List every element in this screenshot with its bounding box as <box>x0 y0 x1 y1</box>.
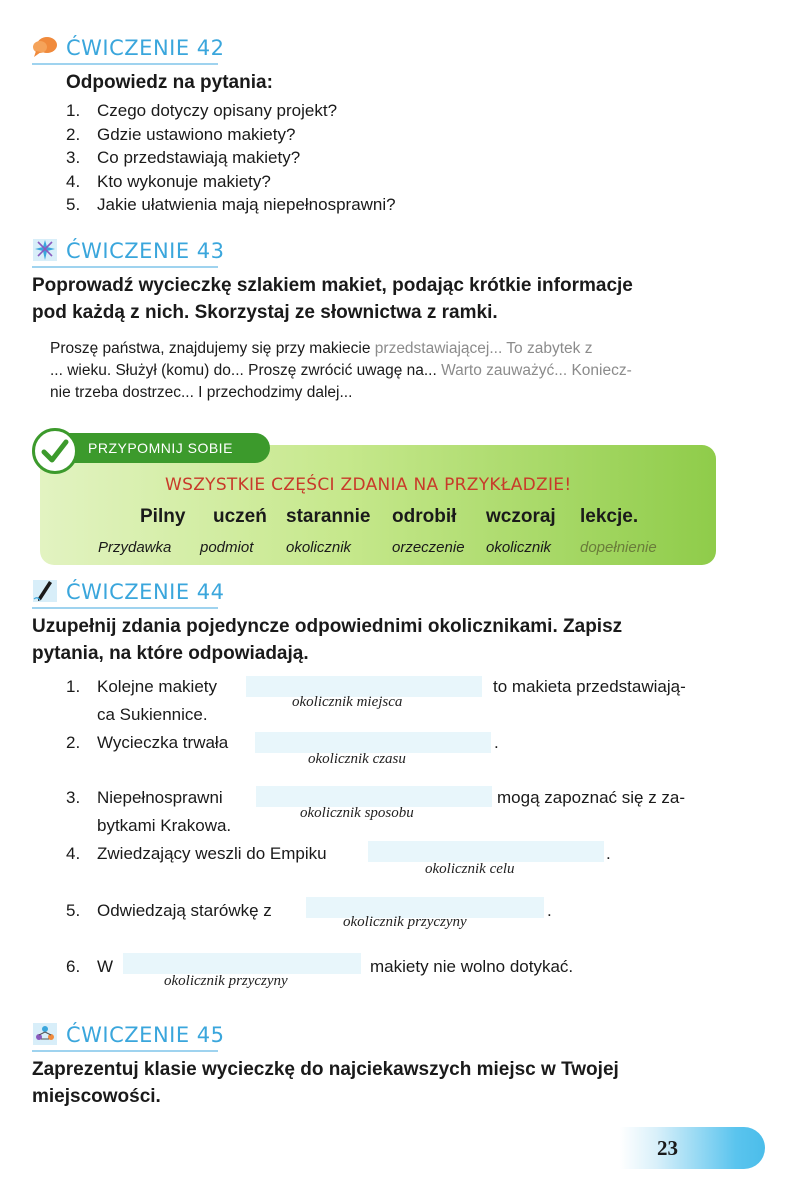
reminder-tab: PRZYPOMNIJ SOBIE <box>64 433 270 463</box>
exercise-item: 6. W <box>66 957 114 976</box>
exercise-item: 3. Niepełnosprawni <box>66 788 223 807</box>
instruction-line: miejscowości. <box>32 1086 161 1107</box>
exercise-item-continuation: ca Sukiennice. <box>97 705 208 724</box>
pen-icon <box>32 579 58 603</box>
example-word: starannie <box>286 506 371 527</box>
exercise-item: 2. Wycieczka trwała <box>66 733 229 752</box>
list-item: 3. Co przedstawiają makiety? <box>66 148 301 167</box>
example-word: Pilny <box>140 506 186 527</box>
example-role: okolicznik <box>486 539 552 556</box>
example-word: odrobił <box>392 506 457 527</box>
exercise-item-continuation: makiety nie wolno dotykać. <box>370 957 574 976</box>
instruction-line: pytania, na które odpowiadają. <box>32 643 309 664</box>
answer-blank[interactable] <box>368 841 604 862</box>
exercise-item: 1. Kolejne makiety <box>66 677 218 696</box>
example-word: uczeń <box>213 506 267 527</box>
divider <box>32 1050 218 1052</box>
exercise-42-header <box>32 33 225 63</box>
exercise-item-continuation: to makieta przedstawiają- <box>493 677 686 696</box>
exercise-item: 4. Zwiedzający weszli do Empiku <box>66 844 327 863</box>
sample-line-fade: przedstawiającej... To zabytek z <box>374 340 593 357</box>
answer-blank[interactable] <box>256 786 492 807</box>
answer-blank[interactable] <box>123 953 361 974</box>
exercise-43-instruction <box>32 272 633 326</box>
sample-text <box>50 338 710 404</box>
sparkle-icon <box>32 238 58 262</box>
answer-hint: okolicznik czasu <box>308 751 406 767</box>
reminder-title: WSZYSTKIE CZĘŚCI ZDANIA NA PRZYKŁADZIE! <box>165 475 572 495</box>
exercise-45-header <box>32 1020 225 1050</box>
example-role: orzeczenie <box>392 539 465 556</box>
answer-hint: okolicznik przyczyny <box>164 973 288 989</box>
divider <box>32 607 218 609</box>
list-item: 1. Czego dotyczy opisany projekt? <box>66 101 338 120</box>
exercise-44-instruction <box>32 613 622 667</box>
exercise-43-header <box>32 236 225 266</box>
example-role: okolicznik <box>286 539 352 556</box>
example-word: lekcje. <box>580 506 639 527</box>
sample-line: nie trzeba dostrzec... I przechodzimy dalej... <box>50 384 353 401</box>
exercise-45-title: ĆWICZENIE 45 <box>66 1023 225 1047</box>
instruction-line: Uzupełnij zdania pojedyncze odpowiednimi okolicznikami. Zapisz <box>32 616 623 637</box>
question-list <box>66 99 396 217</box>
exercise-item-continuation: . <box>494 733 499 752</box>
sample-line: Proszę państwa, znajdujemy się przy makiecie <box>50 340 375 357</box>
exercise-item-continuation: . <box>606 844 611 863</box>
exercise-item: 5. Odwiedzają starówkę z <box>66 901 272 920</box>
answer-hint: okolicznik przyczyny <box>343 914 467 930</box>
divider <box>32 266 218 268</box>
exercise-44-header <box>32 577 225 607</box>
answer-hint: okolicznik celu <box>425 861 515 877</box>
example-role: dopełnienie <box>580 539 657 556</box>
checkmark-icon <box>35 431 75 471</box>
divider <box>32 63 218 65</box>
list-item: 2. Gdzie ustawiono makiety? <box>66 124 296 144</box>
exercise-44-title: ĆWICZENIE 44 <box>66 580 225 604</box>
exercise-43-title: ĆWICZENIE 43 <box>66 239 225 263</box>
list-item: 4. Kto wykonuje makiety? <box>66 171 271 191</box>
speech-bubble-icon <box>32 35 58 59</box>
instruction-line: Zaprezentuj klasie wycieczkę do najciekawszych miejsc w Twojej <box>32 1059 619 1080</box>
exercise-42-title: ĆWICZENIE 42 <box>66 36 225 60</box>
exercise-45-instruction <box>32 1056 619 1110</box>
page-number: 23 <box>657 1136 678 1160</box>
page-number-tab <box>620 1127 765 1169</box>
example-role: podmiot <box>200 539 254 556</box>
exercise-item-continuation: mogą zapoznać się z za- <box>497 788 686 807</box>
answer-blank[interactable] <box>255 732 491 753</box>
example-role: Przydawka <box>98 539 172 556</box>
exercise-item-continuation: . <box>547 901 552 920</box>
reminder-badge <box>32 428 78 474</box>
list-item: 5. Jakie ułatwienia mają niepełnosprawni? <box>66 195 396 214</box>
instruction-line: Poprowadź wycieczkę szlakiem makiet, podając krótkie informacje <box>32 275 633 296</box>
example-word: wczoraj <box>486 506 556 527</box>
exercise-item-continuation: bytkami Krakowa. <box>97 816 232 835</box>
instruction-line: pod każdą z nich. Skorzystaj ze słownictwa z ramki. <box>32 302 498 323</box>
exercise-42-instruction: Odpowiedz na pytania: <box>66 72 273 93</box>
group-people-icon <box>32 1022 58 1046</box>
sample-line: ... wieku. Służył (komu) do... Proszę zwrócić uwagę na... <box>50 362 442 379</box>
sample-line-fade: Warto zauważyć... Koniecz- <box>441 362 632 379</box>
answer-hint: okolicznik sposobu <box>300 805 414 821</box>
answer-hint: okolicznik miejsca <box>292 694 403 710</box>
